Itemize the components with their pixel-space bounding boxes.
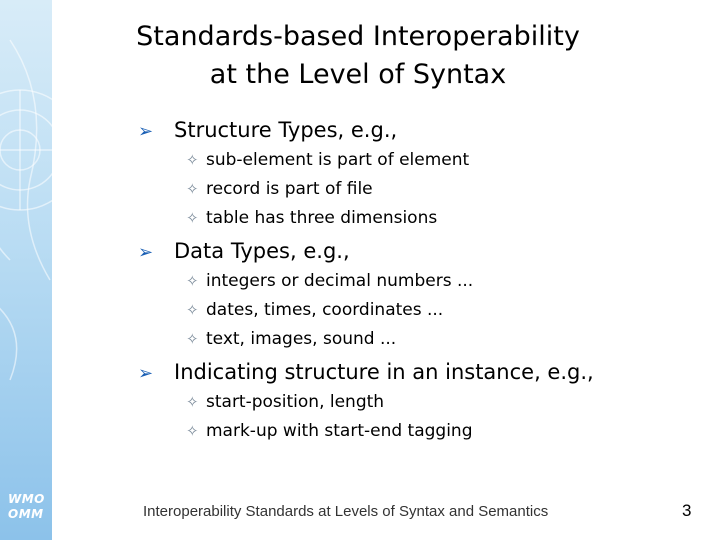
sub-bullet-text: integers or decimal numbers ... <box>206 271 474 291</box>
four-point-star-icon: ✧ <box>186 272 199 290</box>
arrow-chevron-icon: ➢ <box>138 242 154 263</box>
sub-bullet-text: text, images, sound ... <box>206 329 397 349</box>
sidebar-band <box>0 0 52 540</box>
bullet-item <box>138 238 350 266</box>
footer-text: Interoperability Standards at Levels of Syntax and Semantics <box>143 503 549 520</box>
bullet-text: Structure Types, e.g., <box>174 118 398 142</box>
bullet-item <box>138 359 594 387</box>
sub-bullet-text: mark-up with start-end tagging <box>206 421 473 441</box>
sub-bullet-item <box>186 270 473 292</box>
sub-bullet-item <box>186 299 443 321</box>
wmo-logo <box>8 492 48 522</box>
four-point-star-icon: ✧ <box>186 151 199 169</box>
logo-line-2: OMM <box>8 507 44 521</box>
globe-watermark <box>0 0 52 540</box>
bullet-item <box>138 117 397 145</box>
sub-bullet-item <box>186 178 373 200</box>
sub-bullet-item <box>186 328 396 350</box>
arrow-chevron-icon: ➢ <box>138 363 154 384</box>
four-point-star-icon: ✧ <box>186 330 199 348</box>
slide-title <box>100 18 616 94</box>
sub-bullet-item <box>186 420 473 442</box>
sub-bullet-text: start-position, length <box>206 392 385 412</box>
sub-bullet-text: dates, times, coordinates ... <box>206 300 444 320</box>
logo-line-1: WMO <box>8 492 45 506</box>
four-point-star-icon: ✧ <box>186 209 199 227</box>
arrow-chevron-icon: ➢ <box>138 121 154 142</box>
sub-bullet-item <box>186 207 437 229</box>
bullet-text: Data Types, e.g., <box>174 239 350 263</box>
sub-bullet-item <box>186 391 384 413</box>
four-point-star-icon: ✧ <box>186 422 199 440</box>
four-point-star-icon: ✧ <box>186 301 199 319</box>
page-number: 3 <box>682 501 692 520</box>
title-line-1: Standards-based Interoperability <box>136 21 580 52</box>
sub-bullet-text: record is part of file <box>206 179 373 199</box>
four-point-star-icon: ✧ <box>186 393 199 411</box>
four-point-star-icon: ✧ <box>186 180 199 198</box>
sub-bullet-text: table has three dimensions <box>206 208 438 228</box>
sub-bullet-item <box>186 149 469 171</box>
sub-bullet-text: sub-element is part of element <box>206 150 470 170</box>
bullet-text: Indicating structure in an instance, e.g., <box>174 360 594 384</box>
title-line-2: at the Level of Syntax <box>209 59 507 90</box>
